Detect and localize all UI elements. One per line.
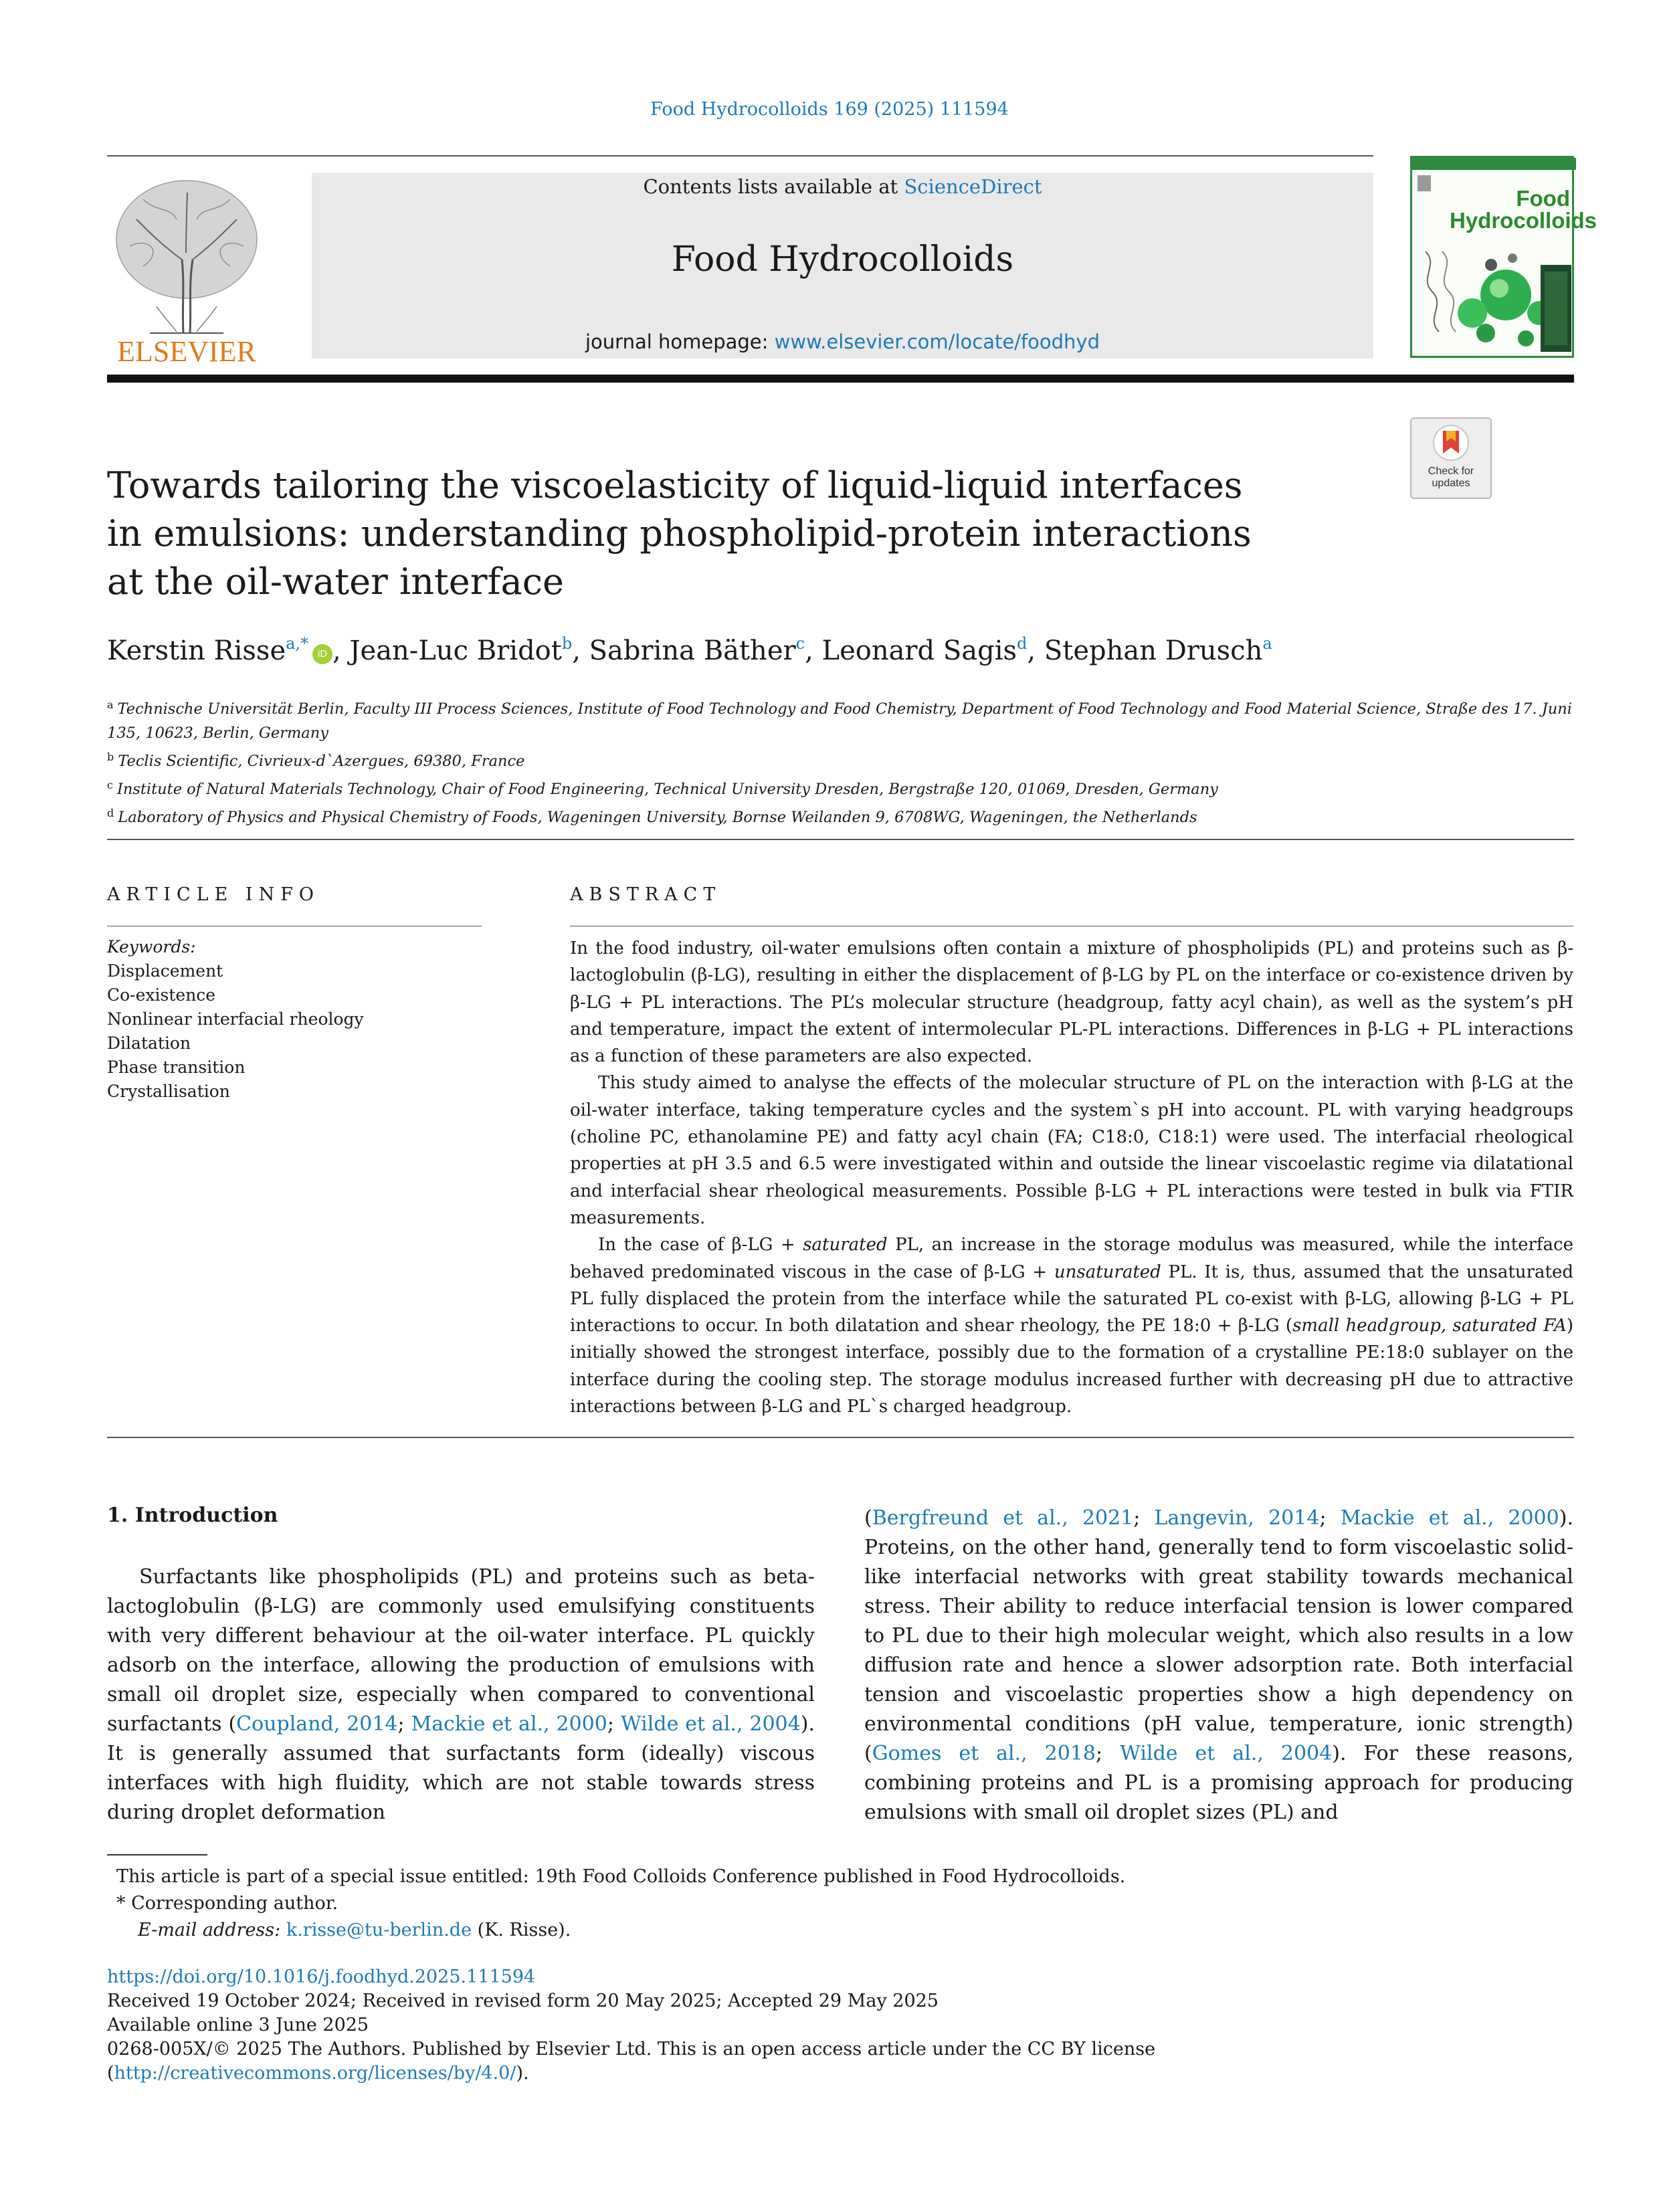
footnotes [107, 1864, 1579, 1944]
reference-link[interactable]: Coupland, 2014 [236, 1712, 398, 1736]
abstract-heading: ABSTRACT [570, 884, 722, 905]
author-affil-mark[interactable]: c [795, 634, 805, 653]
cover-title-line1: Food [1516, 186, 1570, 211]
journal-citation[interactable]: Food Hydrocolloids 169 (2025) 111594 [650, 99, 1009, 120]
article-title: Towards tailoring the viscoelasticity of liquid-liquid interfaces in emulsions: understanding phospholipid-protein interactions at the oil-water interface [107, 464, 1252, 603]
affiliation-text: Laboratory of Physics and Physical Chemistry of Foods, Wageningen University, Bornse Weilanden 9, 6708WG, Wageningen, the Netherlands [118, 809, 1197, 826]
author-name[interactable]: Leonard Sagis [821, 635, 1017, 666]
introduction-heading: 1. Introduction [107, 1504, 278, 1527]
corresponding-author-note: * Corresponding author. [116, 1893, 338, 1914]
author-list: Kerstin Risse$^{a,*}$iD , Jean-Luc Bridot$^b$, Sabrina Bäther$^c$, Leonard Sagis$^d$, Stephan Drusch$^a$ [107, 634, 1272, 666]
affiliation-key: d [107, 807, 114, 819]
author-affil-mark[interactable]: b [561, 634, 573, 653]
cover-title-line2: Hydrocolloids [1450, 208, 1597, 233]
header-thick-rule [107, 375, 1574, 383]
bookmark-icon [1411, 419, 1490, 466]
body-text: ). For these reasons, combining proteins and PL is a promising approach for producing emulsions with small oil droplet sizes (PL) and [864, 1742, 1573, 1824]
check-updates-line1: Check for [1428, 466, 1474, 477]
keyword-item: Displacement [107, 961, 223, 981]
affiliation-item [107, 693, 1579, 745]
abstract-emphasis: small headgroup, saturated FA [1292, 1316, 1567, 1336]
doi-link[interactable]: https://doi.org/10.1016/j.foodhyd.2025.111594 [107, 1967, 536, 1987]
body-text: ). It is generally assumed that surfactants form (ideally) viscous interfaces with high fluidity, which are not stable towards stress during droplet deformation [107, 1712, 815, 1824]
affiliations [107, 693, 1579, 829]
orcid-icon[interactable]: iD [312, 644, 332, 664]
email-suffix: (K. Risse). [477, 1920, 571, 1940]
abstract-text: ) initially showed the strongest interface, possibly due to the formation of a crystalline PE:18:0 sublayer on the interface during the cooling step. The storage modulus increased further with decreasing pH due to attractive interactions between β-LG and PL`s charged headgroup. [570, 1316, 1573, 1417]
abstract-text: In the case of β-LG + [598, 1235, 803, 1255]
author-name[interactable]: Sabrina Bäther [589, 635, 796, 666]
check-updates-line2: updates [1432, 478, 1470, 489]
contents-prefix: Contents lists available at [643, 175, 898, 198]
reference-link[interactable]: Langevin, 2014 [1154, 1506, 1320, 1530]
keywords-label: Keywords: [107, 937, 196, 957]
author-affil-mark[interactable]: a,* [286, 634, 309, 653]
author-name[interactable]: Kerstin Risse [107, 635, 286, 666]
affiliation-item [107, 773, 1579, 801]
journal-name: Food Hydrocolloids [671, 239, 1014, 280]
reference-link[interactable]: Mackie et al., 2000 [411, 1712, 607, 1736]
special-issue-note: This article is part of a special issue entitled: 19th Food Colloids Conference published in Food Hydrocolloids. [116, 1866, 1126, 1887]
license-suffix: ). [516, 2063, 529, 2084]
footnote-rule [107, 1854, 207, 1855]
affiliation-key: b [107, 750, 114, 763]
article-metadata [107, 1965, 1579, 2086]
body-text: ). Proteins, on the other hand, generally tend to form viscoelastic solid-like interfacial networks with great stability towards mechanical stress. Their ability to reduce interfacial tension is lower compared to PL due to their high molecular weight, which also results in a low diffusion rate and hence a slower adsorption rate. Both interfacial tension and viscoelastic properties show a high dependency on environmental conditions (pH value, temperature, ionic strength) ( [864, 1506, 1573, 1765]
cover-title [1450, 186, 1597, 233]
author-affil-mark[interactable]: d [1017, 634, 1028, 653]
keyword-item: Crystallisation [107, 1082, 230, 1101]
sciencedirect-link[interactable]: ScienceDirect [904, 175, 1042, 198]
homepage-prefix: journal homepage: [585, 330, 769, 353]
abstract-end-divider [107, 1437, 1574, 1438]
keyword-item: Nonlinear interfacial rheology [107, 1009, 364, 1029]
author-name[interactable]: Jean-Luc Bridot [349, 635, 562, 666]
elsevier-tree-icon [103, 173, 270, 367]
keyword-item: Dilatation [107, 1033, 191, 1053]
license-line [107, 2037, 1579, 2086]
email-label: E-mail address: [138, 1920, 281, 1940]
homepage-line [312, 330, 1373, 353]
homepage-link[interactable]: www.elsevier.com/locate/foodhyd [774, 330, 1100, 353]
affiliation-key: a [107, 698, 114, 711]
available-online: Available online 3 June 2025 [107, 2015, 369, 2035]
abstract-text: PL, an increase in the storage modulus was measured, while the interface behaved predominated viscous in the case of β-LG + [570, 1235, 1573, 1282]
reference-link[interactable]: Gomes et al., 2018 [872, 1742, 1096, 1765]
affiliation-text: Teclis Scientific, Civrieux-d`Azergues, 69380, France [118, 752, 525, 770]
introduction-left-column: Surfactants like phospholipids (PL) and proteins such as beta-lactoglobulin (β-LG) are commonly used emulsifying constituents with very different behaviour at the oil-water interface. PL quickly adsorb on the interface, allowing the production of emulsions with small oil droplet size, especially when compared to conventional surfactants (Coupland, 2014; Mackie et al., 2000; Wilde et al., 2004). It is generally assumed that surfactants form (ideally) viscous interfaces with high fluidity, which are not stable towards stress during droplet deformation [107, 1565, 815, 1824]
keyword-item: Phase transition [107, 1058, 246, 1077]
reference-link[interactable]: Bergfreund et al., 2021 [872, 1506, 1134, 1530]
abstract-paragraph: This study aimed to analyse the effects of the molecular structure of PL on the interaction with β-LG at the oil-water interface, taking temperature cycles and the system`s pH into account. PL with varying headgroups (choline PC, ethanolamine PE) and fatty acyl chain (FA; C18:0, C18:1) were used. The interfacial rheological properties at pH 3.5 and 6.5 were investigated within and outside the linear viscoelastic regime via dilatational and interfacial shear rheological measurements. Possible β-LG + PL interactions were tested in bulk via FTIR measurements. [570, 1073, 1573, 1228]
affiliation-key: c [107, 779, 113, 791]
affiliation-divider [107, 839, 1574, 840]
reference-link[interactable]: Wilde et al., 2004 [620, 1712, 801, 1736]
abstract-text: PL. It is, thus, assumed that the unsaturated PL fully displaced the protein from the interface while the saturated PL co-exist with β-LG, allowing β-LG + PL interactions to occur. In both dilatation and shear rheology, the PE 18:0 + β-LG ( [570, 1262, 1573, 1336]
abstract-emphasis: unsaturated [1054, 1262, 1161, 1282]
contents-line [312, 175, 1373, 198]
check-for-updates-button[interactable] [1410, 417, 1492, 499]
journal-cover[interactable] [1410, 156, 1597, 358]
abstract-body [570, 935, 1573, 1420]
introduction-right-column: (Bergfreund et al., 2021; Langevin, 2014; Mackie et al., 2000). Proteins, on the other hand, generally tend to form viscoelastic solid-like interfacial networks with great stability towards mechanical stress. Their ability to reduce interfacial tension is lower compared to PL due to their high molecular weight, which also results in a low diffusion rate and hence a slower adsorption rate. Both interfacial tension and viscoelastic properties show a high dependency on environmental conditions (pH value, temperature, ionic strength) (Gomes et al., 2018; Wilde et al., 2004). For these reasons, combining proteins and PL is a promising approach for producing emulsions with small oil droplet sizes (PL) and [864, 1506, 1573, 1824]
license-link[interactable]: http://creativecommons.org/licenses/by/4.0/ [114, 2063, 516, 2084]
author-name[interactable]: Stephan Drusch [1044, 635, 1263, 666]
license-text: 0268-005X/© 2025 The Authors. Published by Elsevier Ltd. This is an open access article under the CC BY license ( [107, 2039, 1156, 2084]
article-info-heading: ARTICLE INFO [107, 884, 320, 905]
body-text: Surfactants like phospholipids (PL) and proteins such as beta-lactoglobulin (β-LG) are commonly used emulsifying constituents with very different behaviour at the oil-water interface. PL quickly adsorb on the interface, allowing the production of emulsions with small oil droplet size, especially when compared to conventional surfactants ( [107, 1565, 815, 1736]
keyword-item: Co-existence [107, 985, 216, 1005]
reference-link[interactable]: Wilde et al., 2004 [1120, 1742, 1333, 1765]
abstract-emphasis: saturated [803, 1235, 888, 1255]
keywords-block [107, 935, 482, 1104]
affiliation-item [107, 745, 1579, 773]
received-dates: Received 19 October 2024; Received in revised form 20 May 2025; Accepted 29 May 2025 [107, 1991, 939, 2011]
elsevier-logo [103, 173, 270, 367]
affiliation-text: Technische Universität Berlin, Faculty III Process Sciences, Institute of Food Technology and Food Chemistry, Department of Food Technology and Food Material Science, Straße des 17. Juni 135, 10623, Berlin, Germany [107, 700, 1572, 742]
reference-link[interactable]: Mackie et al., 2000 [1340, 1506, 1559, 1530]
author-affil-mark[interactable]: a [1262, 634, 1272, 653]
email-line [107, 1917, 1579, 1944]
affiliation-text: Institute of Natural Materials Technology, Chair of Food Engineering, Technical University Dresden, Bergstraße 120, 01069, Dresden, Germany [116, 781, 1218, 798]
email-link[interactable]: k.risse@tu-berlin.de [286, 1920, 472, 1940]
check-for-updates-label [1411, 466, 1490, 490]
abstract-paragraph: In the food industry, oil-water emulsions often contain a mixture of phospholipids (PL) and proteins such as β-lactoglobulin (β-LG), resulting in either the displacement of β-LG by PL on the interface or co-existence driven by β-LG + PL interactions. The PL’s molecular structure (headgroup, fatty acyl chain), as well as the system’s pH and temperature, impact the extent of intermolecular PL-PL interactions. Differences in β-LG + PL interactions as a function of these parameters are also expected. [570, 938, 1573, 1067]
abstract-paragraph [570, 1231, 1573, 1420]
header-divider [107, 155, 1373, 157]
affiliation-item [107, 801, 1579, 829]
svg-text:ELSEVIER: ELSEVIER [117, 335, 256, 368]
